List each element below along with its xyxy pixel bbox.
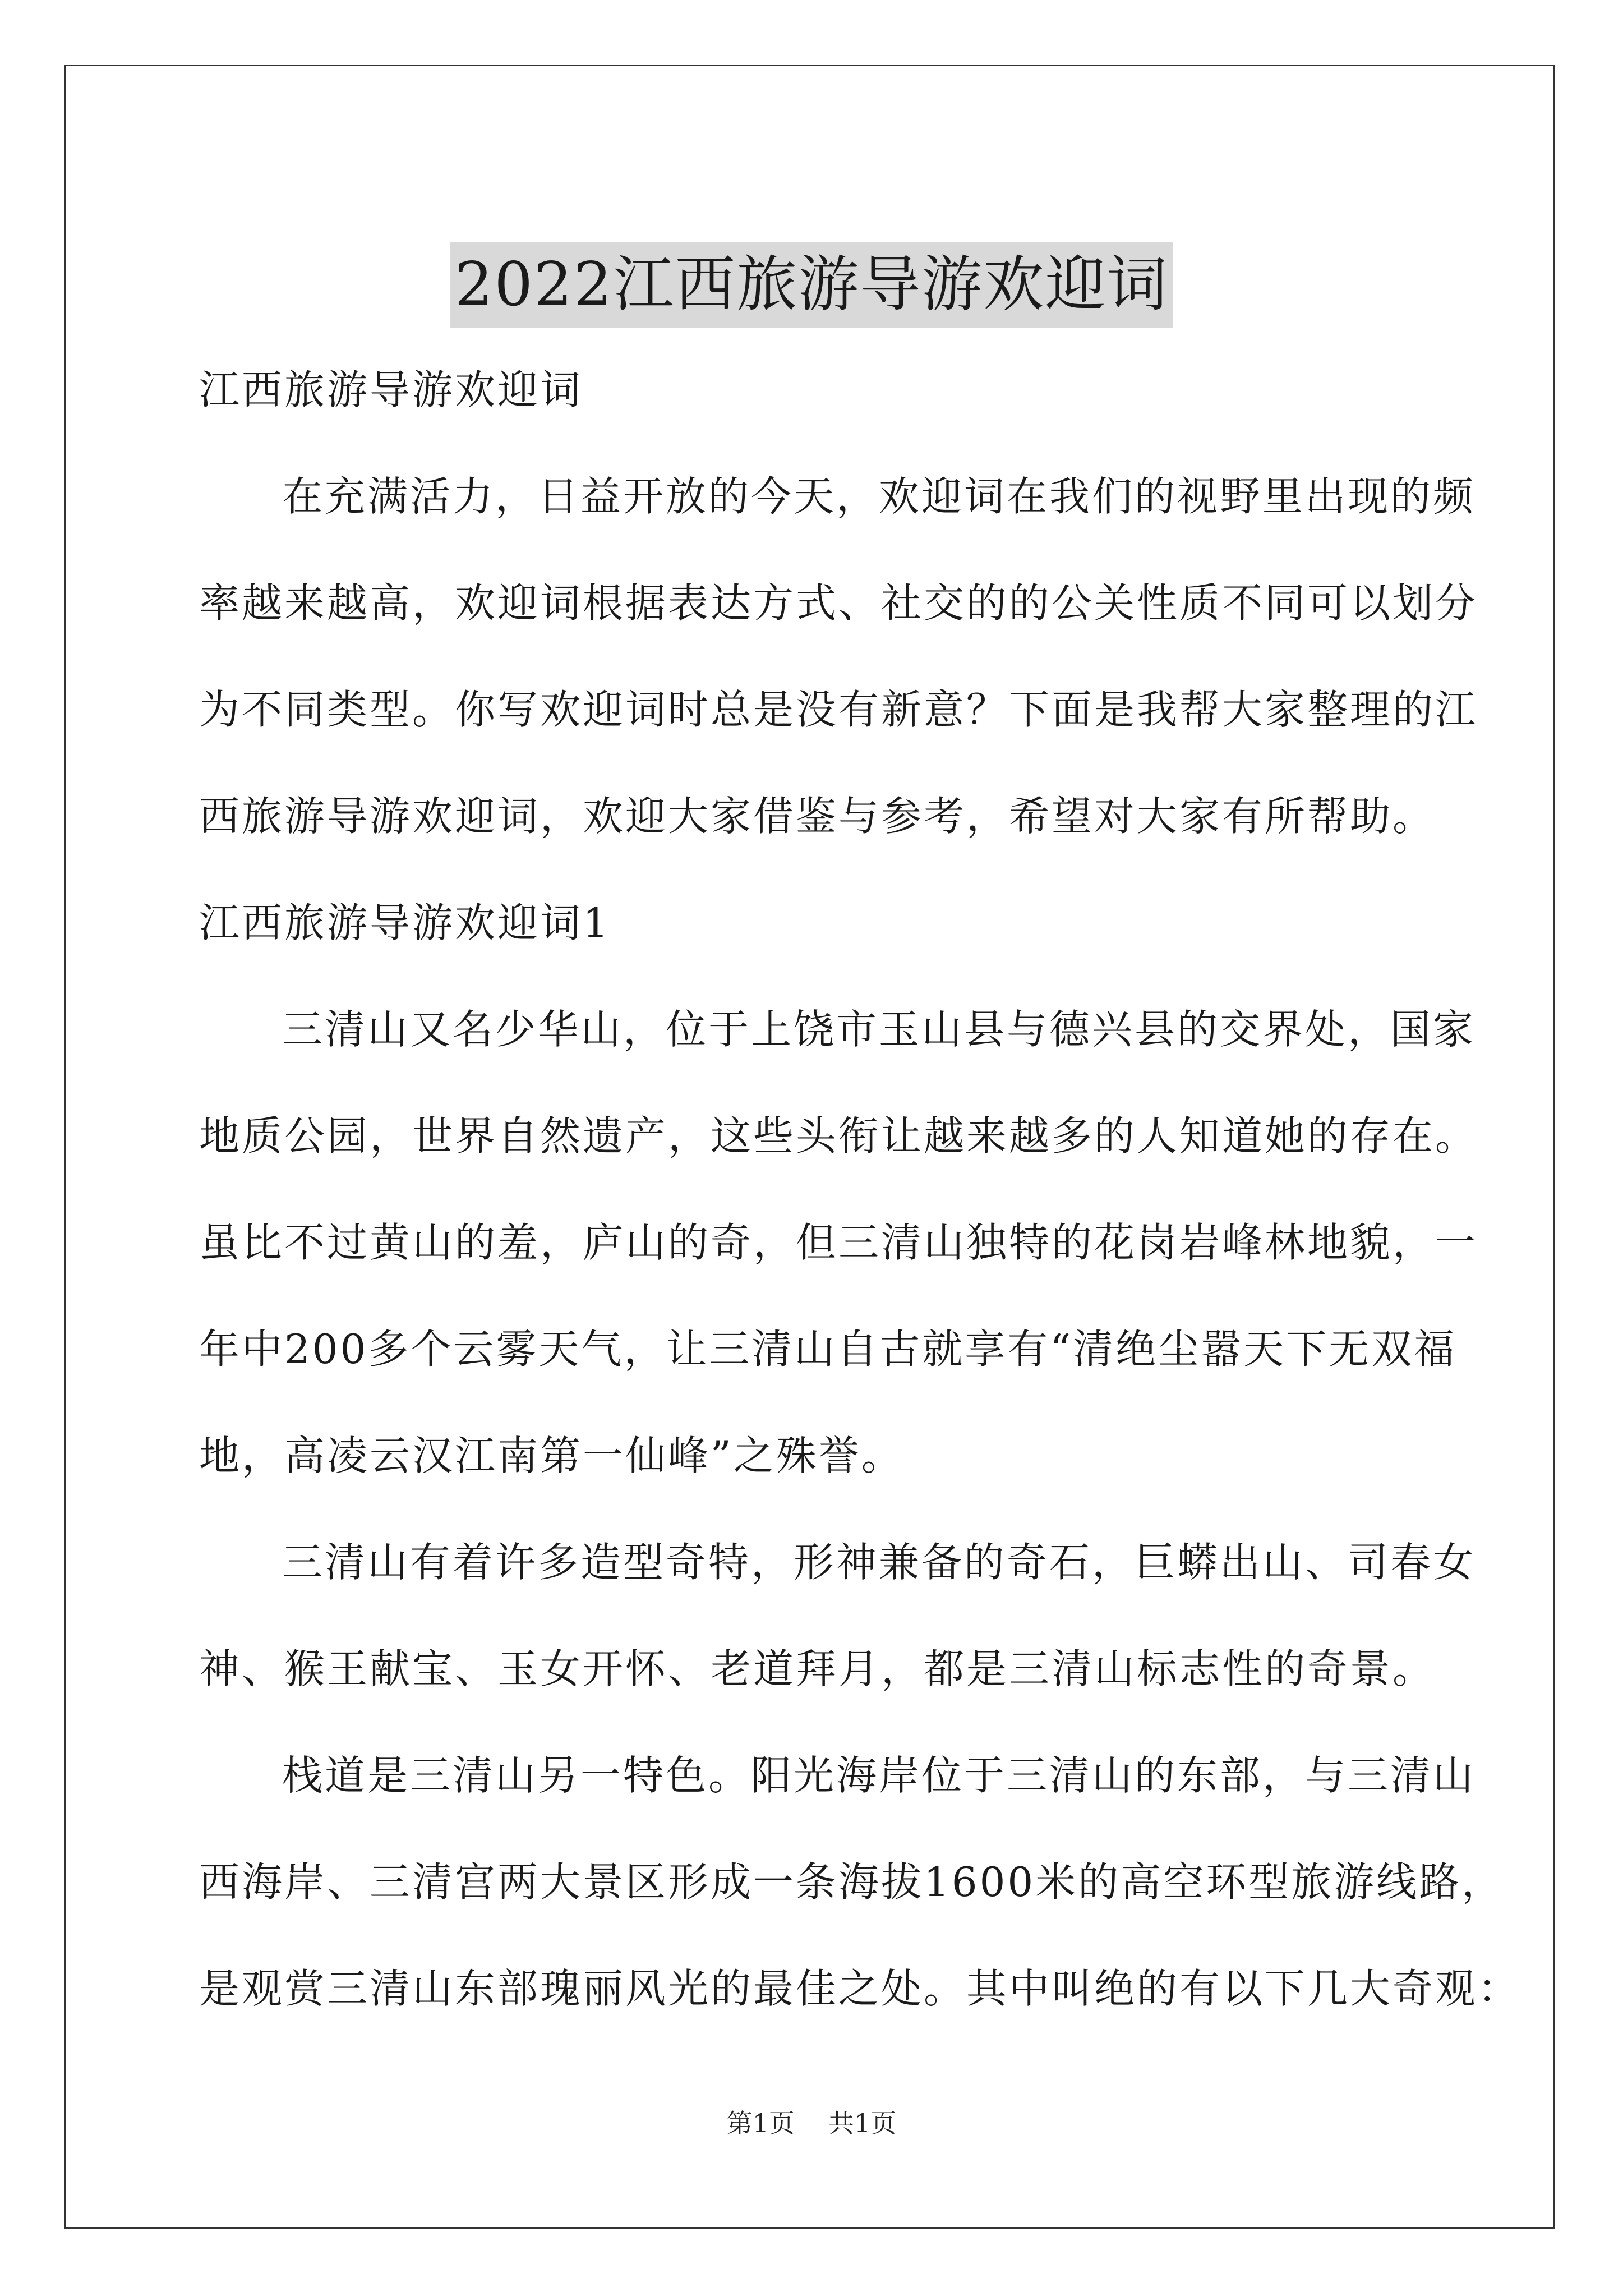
page-footer — [0, 2106, 1623, 2140]
document-body — [199, 337, 1521, 2042]
paragraph-line: 是观赏三清山东部瑰丽风光的最佳之处。其中叫绝的有以下几大奇观： — [199, 1965, 1521, 2012]
document-title: 2022江西旅游导游欢迎词 — [450, 242, 1173, 328]
paragraph-line: 为不同类型。你写欢迎词时总是没有新意？下面是我帮大家整理的江 — [199, 686, 1478, 733]
paragraph-line: 三清山又名少华山，位于上饶市玉山县与德兴县的交界处，国家 — [282, 1006, 1476, 1053]
paragraph-line: 西海岸、三清宫两大景区形成一条海拔1600米的高空环型旅游线路， — [199, 1858, 1505, 1906]
page-number: 第1页 — [726, 2108, 795, 2138]
section-heading: 江西旅游导游欢迎词 — [199, 366, 583, 413]
section-heading: 江西旅游导游欢迎词1 — [199, 899, 611, 946]
paragraph-line: 神、猴王献宝、玉女开怀、老道拜月，都是三清山标志性的奇景。 — [199, 1645, 1436, 1692]
paragraph-line: 虽比不过黄山的羞，庐山的奇，但三清山独特的花岗岩峰林地貌，一 — [199, 1219, 1478, 1266]
paragraph-line: 在充满活力，日益开放的今天，欢迎词在我们的视野里出现的频 — [282, 473, 1476, 520]
paragraph-line: 栈道是三清山另一特色。阳光海岸位于三清山的东部，与三清山 — [282, 1752, 1476, 1799]
paragraph-line: 年中200多个云雾天气，让三清山自古就享有“清绝尘嚣天下无双福 — [199, 1326, 1457, 1373]
paragraph-line: 西旅游导游欢迎词，欢迎大家借鉴与参考，希望对大家有所帮助。 — [199, 793, 1436, 840]
paragraph-line: 三清山有着许多造型奇特，形神兼备的奇石，巨蟒出山、司春女 — [282, 1539, 1476, 1586]
paragraph-line: 地质公园，世界自然遗产，这些头衔让越来越多的人知道她的存在。 — [199, 1112, 1478, 1159]
page-total: 共1页 — [828, 2108, 897, 2138]
paragraph-line: 地，高凌云汉江南第一仙峰”之殊誉。 — [199, 1432, 904, 1479]
paragraph-line: 率越来越高，欢迎词根据表达方式、社交的的公关性质不同可以划分 — [199, 579, 1478, 627]
